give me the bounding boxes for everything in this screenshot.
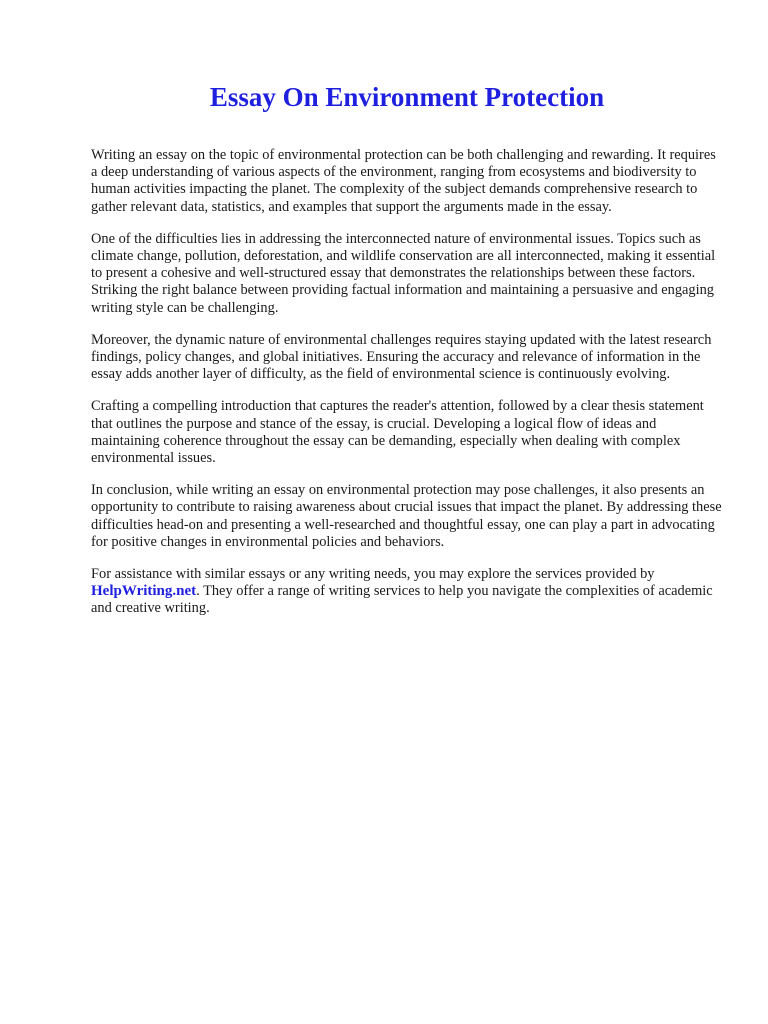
essay-body — [91, 147, 725, 633]
page-title: Essay On Environment Protection — [209, 82, 605, 112]
paragraph-2: One of the difficulties lies in addressing the interconnected nature of environmental issues. Topics such as climate change, pollution, deforestation, and wildlife conservation are all interconnected, making it essential to present a cohesive and well-structured essay that demonstrates the relationships between these factors. Striking the right balance between providing factual information and maintaining a persuasive and engaging writing style can be challenging. — [91, 230, 716, 316]
closing-text-after-link: . They offer a range of writing services to help you navigate the complexities of academic and creative writing. — [91, 583, 713, 617]
paragraph-3: Moreover, the dynamic nature of environmental challenges requires staying updated with the latest research findings, policy changes, and global initiatives. Ensuring the accuracy and relevance of information in the essay adds another layer of difficulty, as the field of environmental science is continuously evolving. — [91, 331, 712, 383]
paragraph-4: Crafting a compelling introduction that captures the reader's attention, followed by a clear thesis statement that outlines the purpose and stance of the essay, is crucial. Developing a logical flow of ideas and maintaining coherence throughout the essay can be demanding, especially when dealing with complex environmental issues. — [91, 398, 704, 467]
paragraph-5: In conclusion, while writing an essay on environmental protection may pose challenges, it also presents an opportunity to contribute to raising awareness about crucial issues that impact the planet. By addressing these difficulties head-on and presenting a well-researched and thoughtful essay, one can play a part in advocating for positive changes in environmental policies and behaviors. — [91, 482, 722, 550]
closing-paragraph — [91, 566, 725, 618]
paragraph-1: Writing an essay on the topic of environmental protection can be both challenging and rewarding. It requires a deep understanding of various aspects of the environment, ranging from ecosystems and biodiversity to human activities impacting the planet. The complexity of the subject demands comprehensive research to gather relevant data, statistics, and examples that support the arguments made in the essay. — [91, 147, 716, 215]
helpwriting-link[interactable]: HelpWriting.net — [91, 583, 197, 600]
closing-text-before-link: For assistance with similar essays or any writing needs, you may explore the services provided by — [91, 566, 655, 583]
